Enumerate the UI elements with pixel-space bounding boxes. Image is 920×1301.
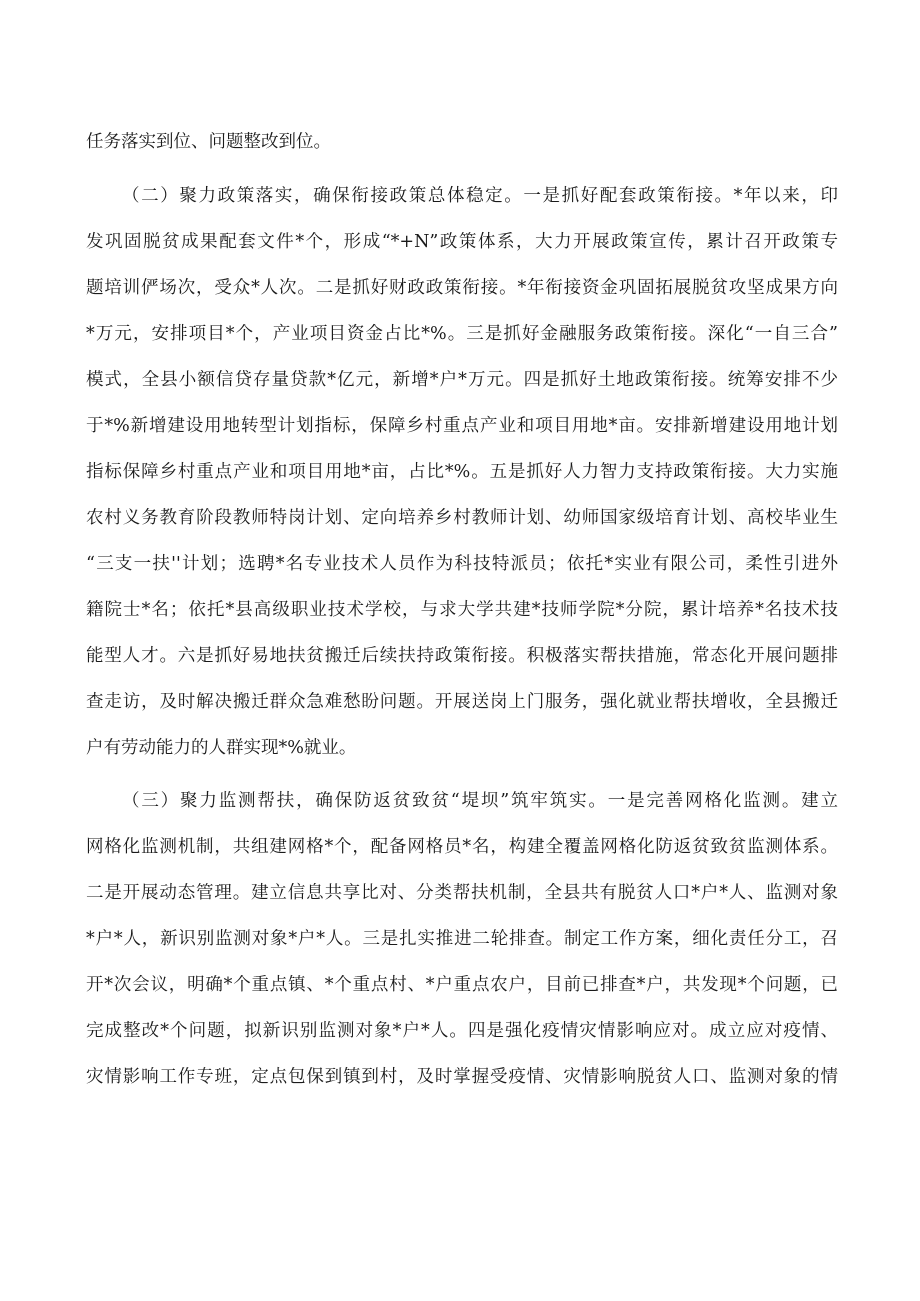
text-line: *户*人，新识别监测对象*户*人。三是扎实推进二轮排查。制定工作方案，细化责任分工，召 [86, 929, 838, 949]
text-line: 开*次会议，明确*个重点镇、*个重点村、*户重点农户，目前已排查*户，共发现*个问题，已 [86, 975, 838, 995]
text-line: 农村义务教育阶段教师特岗计划、定向培养乡村教师计划、幼师国家级培育计划、高校毕业生 [86, 508, 838, 528]
text-line: 发巩固脱贫成果配套文件*个，形成“*+N”政策体系，大力开展政策宣传，累计召开政策专 [86, 232, 838, 252]
text-line: 二是开展动态管理。建立信息共享比对、分类帮扶机制，全县共有脱贫人口*户*人、监测对象 [86, 883, 838, 903]
text-line: 网格化监测机制，共组建网格*个，配备网格员*名，构建全覆盖网格化防返贫致贫监测体系。 [86, 837, 838, 857]
text-line: 指标保障乡村重点产业和项目用地*亩，占比*%。五是抓好人力智力支持政策衔接。大力实施 [86, 462, 838, 482]
text-line: “三支一扶''计划；选聘*名专业技术人员作为科技特派员；依托*实业有限公司，柔性引进外 [86, 554, 838, 574]
text-line: 任务落实到位、问题整改到位。 [86, 132, 331, 152]
text-line: 籍院士*名；依托*县高级职业技术学校，与求大学共建*技师学院*分院，累计培养*名技术技 [86, 600, 838, 620]
text-line: 查走访，及时解决搬迁群众急难愁盼问题。开展送岗上门服务，强化就业帮扶增收，全县搬迁 [86, 692, 838, 712]
paragraph-heading-line: （二）聚力政策落实，确保衔接政策总体稳定。一是抓好配套政策衔接。*年以来，印 [122, 186, 838, 206]
text-line: 完成整改*个问题，拟新识别监测对象*户*人。四是强化疫情灾情影响应对。成立应对疫情、 [86, 1021, 838, 1041]
text-line: 能型人才。六是抓好易地扶贫搬迁后续扶持政策衔接。积极落实帮扶措施，常态化开展问题排 [86, 646, 838, 666]
text-line: *万元，安排项目*个，产业项目资金占比*%。三是抓好金融服务政策衔接。深化“一自三合” [86, 324, 838, 344]
paragraph-heading-line: （三）聚力监测帮扶，确保防返贫致贫“堤坝”筑牢筑实。一是完善网格化监测。建立 [122, 791, 838, 811]
text-line: 题培训俨场次，受众*人次。二是抓好财政政策衔接。*年衔接资金巩固拓展脱贫攻坚成果方向 [86, 278, 838, 298]
text-line: 模式，全县小额信贷存量贷款*亿元，新增*户*万元。四是抓好土地政策衔接。统筹安排不少 [86, 370, 838, 390]
text-line: 户有劳动能力的人群实现*%就业。 [86, 738, 357, 758]
text-line: 于*%新增建设用地转型计划指标，保障乡村重点产业和项目用地*亩。安排新增建设用地计划 [86, 416, 838, 436]
text-line: 灾情影响工作专班，定点包保到镇到村，及时掌握受疫情、灾情影响脱贫人口、监测对象的情 [86, 1067, 838, 1087]
